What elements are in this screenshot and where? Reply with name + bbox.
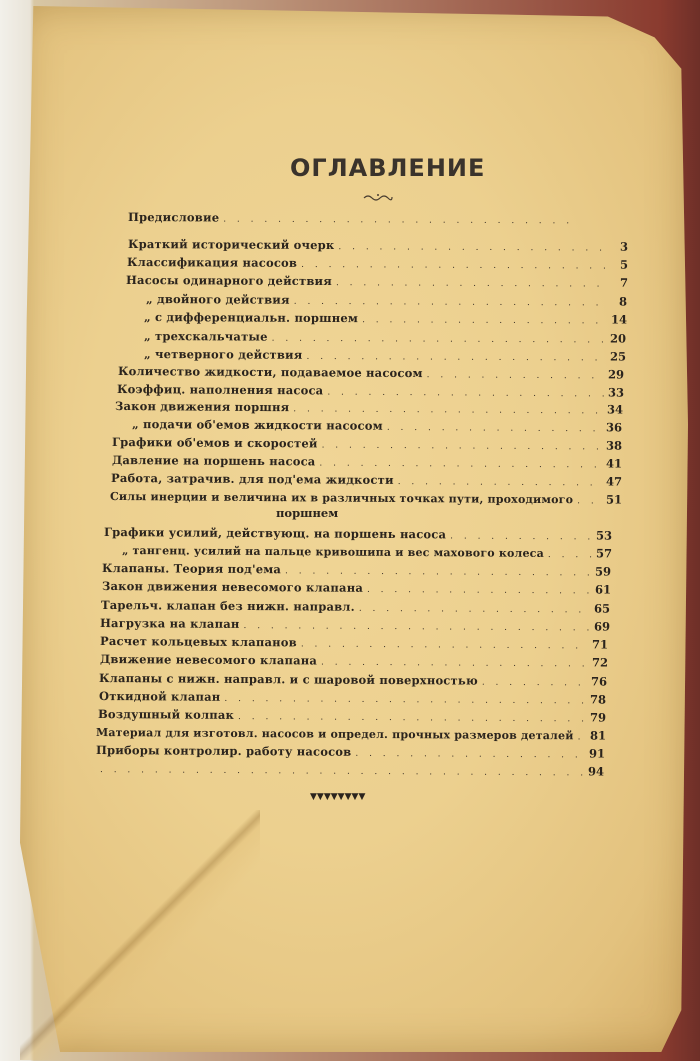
toc-entry-title: Давление на поршень насоса xyxy=(111,453,316,469)
toc-entry-title: Приборы контролир. работу насосов xyxy=(95,743,352,759)
toc-entry-title: Расчет кольцевых клапанов xyxy=(99,634,297,650)
toc-entry-page: 69 xyxy=(593,619,611,634)
toc-entry xyxy=(96,759,604,781)
toc-entry-page: 72 xyxy=(591,655,609,670)
toc-entry-page: 25 xyxy=(609,349,627,364)
toc-entry-page: 81 xyxy=(589,728,607,743)
toc-entry xyxy=(128,208,594,228)
toc-entry-title: „ трехскальчатые xyxy=(143,329,268,344)
toc-entry-page: 3 xyxy=(619,239,629,254)
toc-entry-page: 29 xyxy=(607,367,625,382)
toc-entry-page: 34 xyxy=(606,402,624,417)
toc-entry xyxy=(100,650,608,672)
toc-entry-title: Графики об'емов и скоростей xyxy=(111,435,318,451)
toc-entry-title: Количество жидкости, подаваемое насосом xyxy=(117,364,423,381)
toc-entry-title: Тарельч. клапан без нижн. направл. xyxy=(100,598,355,614)
toc-entry xyxy=(144,308,627,329)
toc-entry-page: 38 xyxy=(605,438,623,453)
toc-entry-title: „ тангенц. усилий на пальце кривошипа и вес махового колеса xyxy=(121,544,544,560)
toc-entry-title: Закон движения поршня xyxy=(114,399,290,415)
toc-entry-page: 20 xyxy=(609,331,627,346)
toc-entry-page: 91 xyxy=(588,746,606,761)
toc-entry-page: 7 xyxy=(619,275,629,290)
toc-entry xyxy=(110,487,622,509)
toc-entry-page: 76 xyxy=(590,674,608,689)
toc-entry-title: Откидной клапан xyxy=(98,689,221,704)
toc-entry-title: Работа, затрачив. для под'ема жидкости xyxy=(110,471,394,487)
toc-entry-title: „ подачи об'емов жидкости насосом xyxy=(131,417,383,433)
toc-entry-page: 94 xyxy=(587,764,605,779)
toc-entry-title: Силы инерции и величина их в различных точках пути, проходимого xyxy=(109,490,574,507)
page-title: ОГЛАВЛЕНИЕ xyxy=(290,154,486,182)
toc-entry-page: 59 xyxy=(594,564,612,579)
toc-entry-title: Материал для изготовл. насосов и определ. прочных размеров деталей xyxy=(95,726,574,743)
leader-dots xyxy=(577,492,602,510)
end-ornament: ▼▼▼▼▼▼▼▼ xyxy=(310,792,366,802)
toc-entry-title: Клапаны. Теория под'ема xyxy=(101,561,282,577)
toc-entry-title: Воздушный колпак xyxy=(97,707,235,722)
leader-dots xyxy=(100,761,584,782)
toc-entry-page: 57 xyxy=(595,546,613,561)
toc-entry-page: 5 xyxy=(619,257,629,272)
toc-entry-page: 79 xyxy=(589,710,607,725)
toc-entry-page: 53 xyxy=(595,528,613,543)
toc-entry-page: 78 xyxy=(589,692,607,707)
toc-entry-page: 33 xyxy=(607,385,625,400)
toc-entry-title: Краткий исторический очерк xyxy=(127,237,335,253)
toc-entry-page: 51 xyxy=(605,492,623,507)
toc-entry-title: Предисловие xyxy=(127,210,220,225)
toc-entry-title: Коэффиц. наполнения насоса xyxy=(116,382,324,398)
toc-entry-title: „ двойного действия xyxy=(145,292,290,307)
toc-entry-title: „ четверного действия xyxy=(143,347,303,362)
toc-entry-page: 8 xyxy=(618,294,628,309)
toc-entry-title: Классификация насосов xyxy=(126,255,298,270)
toc-entry xyxy=(126,271,628,292)
toc-entry-title: Насосы одинарного действия xyxy=(125,273,333,289)
toc-entry-page: 61 xyxy=(594,582,612,597)
toc-entry-page: 14 xyxy=(610,312,628,327)
toc-entry-title: Клапаны с нижн. направл. и с шаровой поверхностью xyxy=(98,671,478,688)
toc-entry xyxy=(102,577,611,599)
toc-entry-page: 71 xyxy=(591,637,609,652)
toc-entry-page: 47 xyxy=(605,474,623,489)
toc-entry-page: 41 xyxy=(605,456,623,471)
toc-entry-continuation: поршнем xyxy=(276,506,339,520)
toc-entry-title: Графики усилий, действующ. на поршень насоса xyxy=(103,525,447,542)
toc-entry-title: Нагрузка на клапан xyxy=(99,616,240,631)
toc-entry-page: 36 xyxy=(605,420,623,435)
toc-entry-title: Закон движения невесомого клапана xyxy=(101,579,364,595)
toc-entry-title: „ с дифференциальн. поршнем xyxy=(143,310,359,326)
toc-entry-title: Движение невесомого клапана xyxy=(99,652,318,668)
toc-entry-page: 65 xyxy=(593,601,611,616)
leader-dots xyxy=(223,210,574,230)
